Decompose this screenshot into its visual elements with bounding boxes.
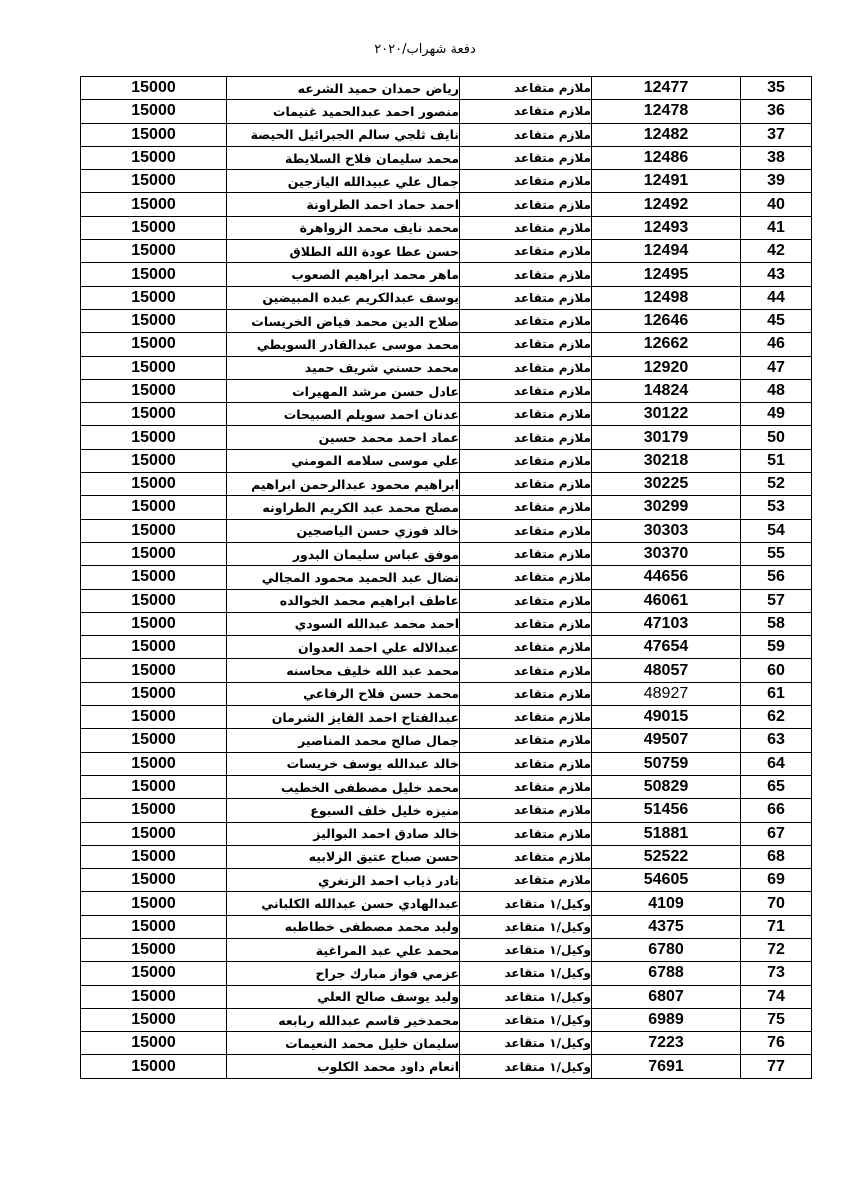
military-number-cell: 12920: [592, 356, 741, 379]
rank-cell: ملازم متقاعد: [460, 869, 592, 892]
rank-cell: وكيل/١ متقاعد: [460, 962, 592, 985]
military-number-cell: 30225: [592, 473, 741, 496]
sequence-number-cell: 37: [741, 123, 812, 146]
amount-cell: 15000: [81, 123, 227, 146]
military-number-cell: 4375: [592, 915, 741, 938]
rank-cell: وكيل/١ متقاعد: [460, 915, 592, 938]
name-cell: محمد حسن فلاح الرفاعي: [227, 682, 460, 705]
amount-cell: 15000: [81, 1008, 227, 1031]
amount-cell: 15000: [81, 985, 227, 1008]
military-number-cell: 48927: [592, 682, 741, 705]
rank-cell: ملازم متقاعد: [460, 216, 592, 239]
rank-cell: ملازم متقاعد: [460, 123, 592, 146]
military-number-cell: 30122: [592, 403, 741, 426]
name-cell: عادل حسن مرشد المهيرات: [227, 379, 460, 402]
name-cell: احمد محمد عبدالله السودي: [227, 612, 460, 635]
name-cell: عبدالاله علي احمد العدوان: [227, 636, 460, 659]
table-row: [81, 752, 812, 775]
rank-cell: ملازم متقاعد: [460, 542, 592, 565]
military-number-cell: 12478: [592, 100, 741, 123]
name-cell: عماد احمد محمد حسين: [227, 426, 460, 449]
amount-cell: 15000: [81, 240, 227, 263]
roster-body: [81, 77, 812, 1079]
rank-cell: ملازم متقاعد: [460, 612, 592, 635]
rank-cell: ملازم متقاعد: [460, 822, 592, 845]
table-row: [81, 193, 812, 216]
table-row: [81, 938, 812, 961]
military-number-cell: 14824: [592, 379, 741, 402]
sequence-number-cell: 65: [741, 775, 812, 798]
rank-cell: ملازم متقاعد: [460, 845, 592, 868]
military-number-cell: 30303: [592, 519, 741, 542]
military-number-cell: 54605: [592, 869, 741, 892]
amount-cell: 15000: [81, 193, 227, 216]
military-number-cell: 7223: [592, 1032, 741, 1055]
name-cell: خالد فوزي حسن الياصجين: [227, 519, 460, 542]
amount-cell: 15000: [81, 403, 227, 426]
military-number-cell: 12498: [592, 286, 741, 309]
name-cell: موفق عباس سليمان البدور: [227, 542, 460, 565]
rank-cell: وكيل/١ متقاعد: [460, 892, 592, 915]
rank-cell: ملازم متقاعد: [460, 426, 592, 449]
name-cell: محمد خليل مصطفى الخطيب: [227, 775, 460, 798]
amount-cell: 15000: [81, 333, 227, 356]
military-number-cell: 30179: [592, 426, 741, 449]
sequence-number-cell: 67: [741, 822, 812, 845]
name-cell: منيزه خليل خلف السبوع: [227, 799, 460, 822]
amount-cell: 15000: [81, 682, 227, 705]
table-row: [81, 822, 812, 845]
amount-cell: 15000: [81, 1055, 227, 1078]
military-number-cell: 12492: [592, 193, 741, 216]
sequence-number-cell: 70: [741, 892, 812, 915]
name-cell: عزمي فواز مبارك جراح: [227, 962, 460, 985]
amount-cell: 15000: [81, 542, 227, 565]
rank-cell: ملازم متقاعد: [460, 146, 592, 169]
name-cell: وليد يوسف صالح العلي: [227, 985, 460, 1008]
name-cell: محمد علي عبد المراغية: [227, 938, 460, 961]
table-row: [81, 1032, 812, 1055]
name-cell: احمد حماد احمد الطراونة: [227, 193, 460, 216]
name-cell: نادر ذياب احمد الزنغري: [227, 869, 460, 892]
amount-cell: 15000: [81, 519, 227, 542]
table-row: [81, 170, 812, 193]
sequence-number-cell: 77: [741, 1055, 812, 1078]
rank-cell: ملازم متقاعد: [460, 473, 592, 496]
table-row: [81, 473, 812, 496]
sequence-number-cell: 52: [741, 473, 812, 496]
name-cell: محمد سليمان فلاح السلايطة: [227, 146, 460, 169]
amount-cell: 15000: [81, 286, 227, 309]
sequence-number-cell: 38: [741, 146, 812, 169]
sequence-number-cell: 71: [741, 915, 812, 938]
sequence-number-cell: 49: [741, 403, 812, 426]
rank-cell: ملازم متقاعد: [460, 100, 592, 123]
name-cell: حسن عطا عودة الله الطلاق: [227, 240, 460, 263]
amount-cell: 15000: [81, 752, 227, 775]
sequence-number-cell: 51: [741, 449, 812, 472]
military-number-cell: 47103: [592, 612, 741, 635]
sequence-number-cell: 35: [741, 77, 812, 100]
amount-cell: 15000: [81, 426, 227, 449]
rank-cell: ملازم متقاعد: [460, 356, 592, 379]
table-row: [81, 77, 812, 100]
table-row: [81, 240, 812, 263]
rank-cell: ملازم متقاعد: [460, 636, 592, 659]
amount-cell: 15000: [81, 77, 227, 100]
rank-cell: وكيل/١ متقاعد: [460, 938, 592, 961]
name-cell: عدنان احمد سويلم الصبيحات: [227, 403, 460, 426]
amount-cell: 15000: [81, 449, 227, 472]
amount-cell: 15000: [81, 729, 227, 752]
sequence-number-cell: 55: [741, 542, 812, 565]
military-number-cell: 12486: [592, 146, 741, 169]
military-number-cell: 46061: [592, 589, 741, 612]
amount-cell: 15000: [81, 636, 227, 659]
table-row: [81, 542, 812, 565]
sequence-number-cell: 54: [741, 519, 812, 542]
military-number-cell: 47654: [592, 636, 741, 659]
rank-cell: ملازم متقاعد: [460, 589, 592, 612]
sequence-number-cell: 44: [741, 286, 812, 309]
table-row: [81, 216, 812, 239]
name-cell: حسن صباح عتيق الزلابيه: [227, 845, 460, 868]
table-row: [81, 869, 812, 892]
table-row: [81, 962, 812, 985]
name-cell: منصور احمد عبدالحميد غنيمات: [227, 100, 460, 123]
name-cell: خالد عبدالله يوسف خريسات: [227, 752, 460, 775]
sequence-number-cell: 68: [741, 845, 812, 868]
sequence-number-cell: 58: [741, 612, 812, 635]
name-cell: عبدالفتاح احمد الفايز الشرمان: [227, 706, 460, 729]
sequence-number-cell: 62: [741, 706, 812, 729]
sequence-number-cell: 56: [741, 566, 812, 589]
name-cell: يوسف عبدالكريم عبده المبيضين: [227, 286, 460, 309]
amount-cell: 15000: [81, 822, 227, 845]
sequence-number-cell: 48: [741, 379, 812, 402]
name-cell: محمد نايف محمد الزواهرة: [227, 216, 460, 239]
name-cell: صلاح الدين محمد فياض الخريسات: [227, 309, 460, 332]
page-header: دفعة شهراب/٢٠٢٠: [374, 42, 476, 57]
amount-cell: 15000: [81, 612, 227, 635]
rank-cell: وكيل/١ متقاعد: [460, 1008, 592, 1031]
name-cell: خالد صادق احمد البواليز: [227, 822, 460, 845]
name-cell: انعام داود محمد الكلوب: [227, 1055, 460, 1078]
rank-cell: ملازم متقاعد: [460, 240, 592, 263]
military-number-cell: 12493: [592, 216, 741, 239]
table-row: [81, 449, 812, 472]
sequence-number-cell: 42: [741, 240, 812, 263]
military-number-cell: 48057: [592, 659, 741, 682]
amount-cell: 15000: [81, 566, 227, 589]
rank-cell: ملازم متقاعد: [460, 775, 592, 798]
amount-cell: 15000: [81, 869, 227, 892]
sequence-number-cell: 64: [741, 752, 812, 775]
name-cell: جمال علي عبيدالله اليازجين: [227, 170, 460, 193]
sequence-number-cell: 41: [741, 216, 812, 239]
amount-cell: 15000: [81, 379, 227, 402]
name-cell: نضال عبد الحميد محمود المجالي: [227, 566, 460, 589]
name-cell: عبدالهادي حسن عبدالله الكلباني: [227, 892, 460, 915]
military-number-cell: 12482: [592, 123, 741, 146]
military-number-cell: 51881: [592, 822, 741, 845]
sequence-number-cell: 76: [741, 1032, 812, 1055]
table-row: [81, 845, 812, 868]
table-row: [81, 612, 812, 635]
amount-cell: 15000: [81, 659, 227, 682]
table-row: [81, 426, 812, 449]
table-row: [81, 729, 812, 752]
table-row: [81, 985, 812, 1008]
military-number-cell: 30299: [592, 496, 741, 519]
rank-cell: ملازم متقاعد: [460, 309, 592, 332]
name-cell: وليد محمد مصطفى خطاطبه: [227, 915, 460, 938]
table-row: [81, 333, 812, 356]
sequence-number-cell: 57: [741, 589, 812, 612]
table-row: [81, 566, 812, 589]
rank-cell: وكيل/١ متقاعد: [460, 1055, 592, 1078]
table-row: [81, 1008, 812, 1031]
military-number-cell: 6989: [592, 1008, 741, 1031]
name-cell: عاطف ابراهيم محمد الخوالده: [227, 589, 460, 612]
amount-cell: 15000: [81, 915, 227, 938]
name-cell: نايف ثلجي سالم الجبرائيل الحيصة: [227, 123, 460, 146]
sequence-number-cell: 46: [741, 333, 812, 356]
sequence-number-cell: 73: [741, 962, 812, 985]
rank-cell: وكيل/١ متقاعد: [460, 1032, 592, 1055]
table-row: [81, 892, 812, 915]
table-row: [81, 519, 812, 542]
military-number-cell: 30370: [592, 542, 741, 565]
table-row: [81, 799, 812, 822]
sequence-number-cell: 66: [741, 799, 812, 822]
amount-cell: 15000: [81, 1032, 227, 1055]
sequence-number-cell: 40: [741, 193, 812, 216]
rank-cell: ملازم متقاعد: [460, 333, 592, 356]
amount-cell: 15000: [81, 496, 227, 519]
table-row: [81, 403, 812, 426]
sequence-number-cell: 53: [741, 496, 812, 519]
name-cell: علي موسى سلامه المومني: [227, 449, 460, 472]
military-number-cell: 51456: [592, 799, 741, 822]
rank-cell: ملازم متقاعد: [460, 77, 592, 100]
amount-cell: 15000: [81, 775, 227, 798]
military-number-cell: 30218: [592, 449, 741, 472]
table-row: [81, 915, 812, 938]
table-row: [81, 123, 812, 146]
amount-cell: 15000: [81, 100, 227, 123]
rank-cell: ملازم متقاعد: [460, 682, 592, 705]
rank-cell: ملازم متقاعد: [460, 496, 592, 519]
table-row: [81, 356, 812, 379]
military-number-cell: 44656: [592, 566, 741, 589]
amount-cell: 15000: [81, 938, 227, 961]
name-cell: محمد حسني شريف حميد: [227, 356, 460, 379]
sequence-number-cell: 45: [741, 309, 812, 332]
sequence-number-cell: 69: [741, 869, 812, 892]
roster-table: [80, 76, 812, 1079]
rank-cell: ملازم متقاعد: [460, 659, 592, 682]
military-number-cell: 12495: [592, 263, 741, 286]
rank-cell: ملازم متقاعد: [460, 193, 592, 216]
table-row: [81, 100, 812, 123]
name-cell: محمد عبد الله خليف محاسنه: [227, 659, 460, 682]
sequence-number-cell: 60: [741, 659, 812, 682]
amount-cell: 15000: [81, 845, 227, 868]
amount-cell: 15000: [81, 799, 227, 822]
table-row: [81, 286, 812, 309]
military-number-cell: 6788: [592, 962, 741, 985]
table-row: [81, 263, 812, 286]
amount-cell: 15000: [81, 589, 227, 612]
rank-cell: ملازم متقاعد: [460, 729, 592, 752]
name-cell: محمد موسى عبدالقادر السويطي: [227, 333, 460, 356]
military-number-cell: 12646: [592, 309, 741, 332]
rank-cell: وكيل/١ متقاعد: [460, 985, 592, 1008]
amount-cell: 15000: [81, 356, 227, 379]
amount-cell: 15000: [81, 170, 227, 193]
amount-cell: 15000: [81, 309, 227, 332]
military-number-cell: 49015: [592, 706, 741, 729]
sequence-number-cell: 39: [741, 170, 812, 193]
military-number-cell: 52522: [592, 845, 741, 868]
name-cell: ماهر محمد ابراهيم الصعوب: [227, 263, 460, 286]
military-number-cell: 6807: [592, 985, 741, 1008]
rank-cell: ملازم متقاعد: [460, 286, 592, 309]
table-row: [81, 775, 812, 798]
sequence-number-cell: 72: [741, 938, 812, 961]
sequence-number-cell: 36: [741, 100, 812, 123]
table-row: [81, 589, 812, 612]
amount-cell: 15000: [81, 146, 227, 169]
table-row: [81, 1055, 812, 1078]
rank-cell: ملازم متقاعد: [460, 263, 592, 286]
military-number-cell: 6780: [592, 938, 741, 961]
military-number-cell: 12662: [592, 333, 741, 356]
rank-cell: ملازم متقاعد: [460, 566, 592, 589]
table-row: [81, 682, 812, 705]
rank-cell: ملازم متقاعد: [460, 799, 592, 822]
name-cell: مصلح محمد عبد الكريم الطراونه: [227, 496, 460, 519]
rank-cell: ملازم متقاعد: [460, 706, 592, 729]
amount-cell: 15000: [81, 706, 227, 729]
sequence-number-cell: 63: [741, 729, 812, 752]
military-number-cell: 12477: [592, 77, 741, 100]
military-number-cell: 50759: [592, 752, 741, 775]
military-number-cell: 12494: [592, 240, 741, 263]
table-row: [81, 496, 812, 519]
sequence-number-cell: 59: [741, 636, 812, 659]
rank-cell: ملازم متقاعد: [460, 449, 592, 472]
rank-cell: ملازم متقاعد: [460, 752, 592, 775]
table-row: [81, 309, 812, 332]
amount-cell: 15000: [81, 892, 227, 915]
rank-cell: ملازم متقاعد: [460, 519, 592, 542]
name-cell: سليمان خليل محمد النعيمات: [227, 1032, 460, 1055]
name-cell: جمال صالح محمد المناصير: [227, 729, 460, 752]
military-number-cell: 50829: [592, 775, 741, 798]
name-cell: رياض حمدان حميد الشرعه: [227, 77, 460, 100]
military-number-cell: 49507: [592, 729, 741, 752]
sequence-number-cell: 50: [741, 426, 812, 449]
amount-cell: 15000: [81, 473, 227, 496]
amount-cell: 15000: [81, 263, 227, 286]
rank-cell: ملازم متقاعد: [460, 379, 592, 402]
sequence-number-cell: 75: [741, 1008, 812, 1031]
sequence-number-cell: 47: [741, 356, 812, 379]
military-number-cell: 12491: [592, 170, 741, 193]
table-row: [81, 146, 812, 169]
name-cell: محمدخير قاسم عبدالله ربابعه: [227, 1008, 460, 1031]
table-row: [81, 636, 812, 659]
table-row: [81, 379, 812, 402]
rank-cell: ملازم متقاعد: [460, 170, 592, 193]
sequence-number-cell: 43: [741, 263, 812, 286]
sequence-number-cell: 74: [741, 985, 812, 1008]
sequence-number-cell: 61: [741, 682, 812, 705]
amount-cell: 15000: [81, 216, 227, 239]
table-row: [81, 706, 812, 729]
military-number-cell: 4109: [592, 892, 741, 915]
rank-cell: ملازم متقاعد: [460, 403, 592, 426]
military-number-cell: 7691: [592, 1055, 741, 1078]
table-row: [81, 659, 812, 682]
name-cell: ابراهيم محمود عبدالرحمن ابراهيم: [227, 473, 460, 496]
amount-cell: 15000: [81, 962, 227, 985]
